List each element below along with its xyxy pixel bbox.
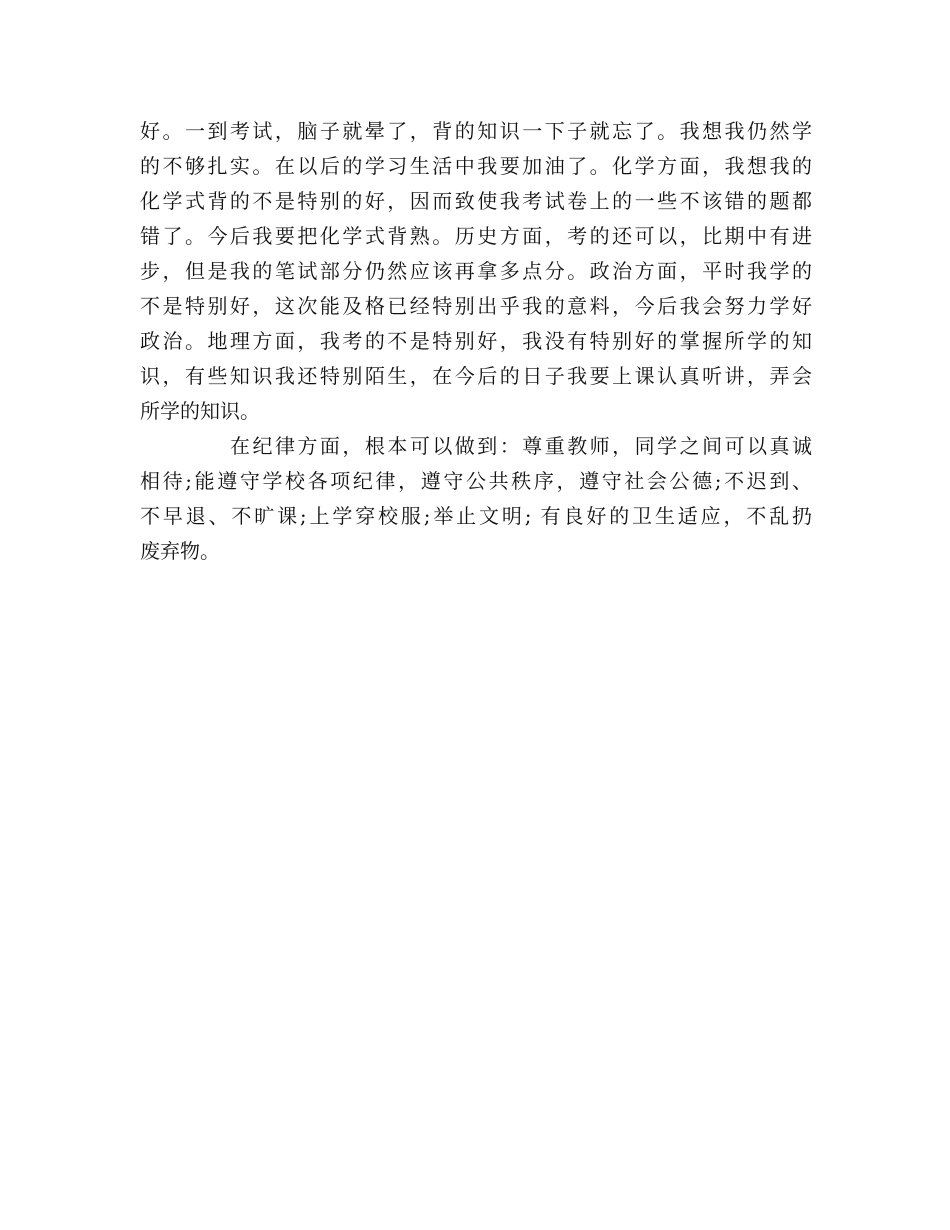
paragraph-exam-reflection — [140, 114, 812, 429]
text-line: 所学的知识。 — [140, 399, 260, 423]
text-line: 相待;能遵守学校各项纪律，遵守公共秩序，遵守社会公德;不迟到、 — [140, 469, 812, 493]
text-line: 在纪律方面，根本可以做到：尊重教师，同学之间可以真诚 — [230, 434, 812, 458]
text-line: 政治。地理方面，我考的不是特别好，我没有特别好的掌握所学的知 — [140, 329, 812, 353]
text-line: 不是特别好，这次能及格已经特别出乎我的意料，今后我会努力学好 — [140, 294, 812, 318]
text-line: 错了。今后我要把化学式背熟。历史方面，考的还可以，比期中有进 — [140, 224, 812, 248]
text-line: 的不够扎实。在以后的学习生活中我要加油了。化学方面，我想我的 — [140, 154, 812, 178]
text-line: 好。一到考试，脑子就晕了，背的知识一下子就忘了。我想我仍然学 — [140, 119, 812, 143]
text-line: 不早退、不旷课;上学穿校服;举止文明; 有良好的卫生适应，不乱扔 — [140, 504, 812, 528]
text-line: 步，但是我的笔试部分仍然应该再拿多点分。政治方面，平时我学的 — [140, 259, 812, 283]
text-line: 废弃物。 — [140, 539, 220, 563]
document-body — [140, 114, 812, 569]
paragraph-discipline — [140, 429, 812, 569]
text-line: 识，有些知识我还特别陌生，在今后的日子我要上课认真听讲，弄会 — [140, 364, 812, 388]
text-line: 化学式背的不是特别的好，因而致使我考试卷上的一些不该错的题都 — [140, 189, 812, 213]
